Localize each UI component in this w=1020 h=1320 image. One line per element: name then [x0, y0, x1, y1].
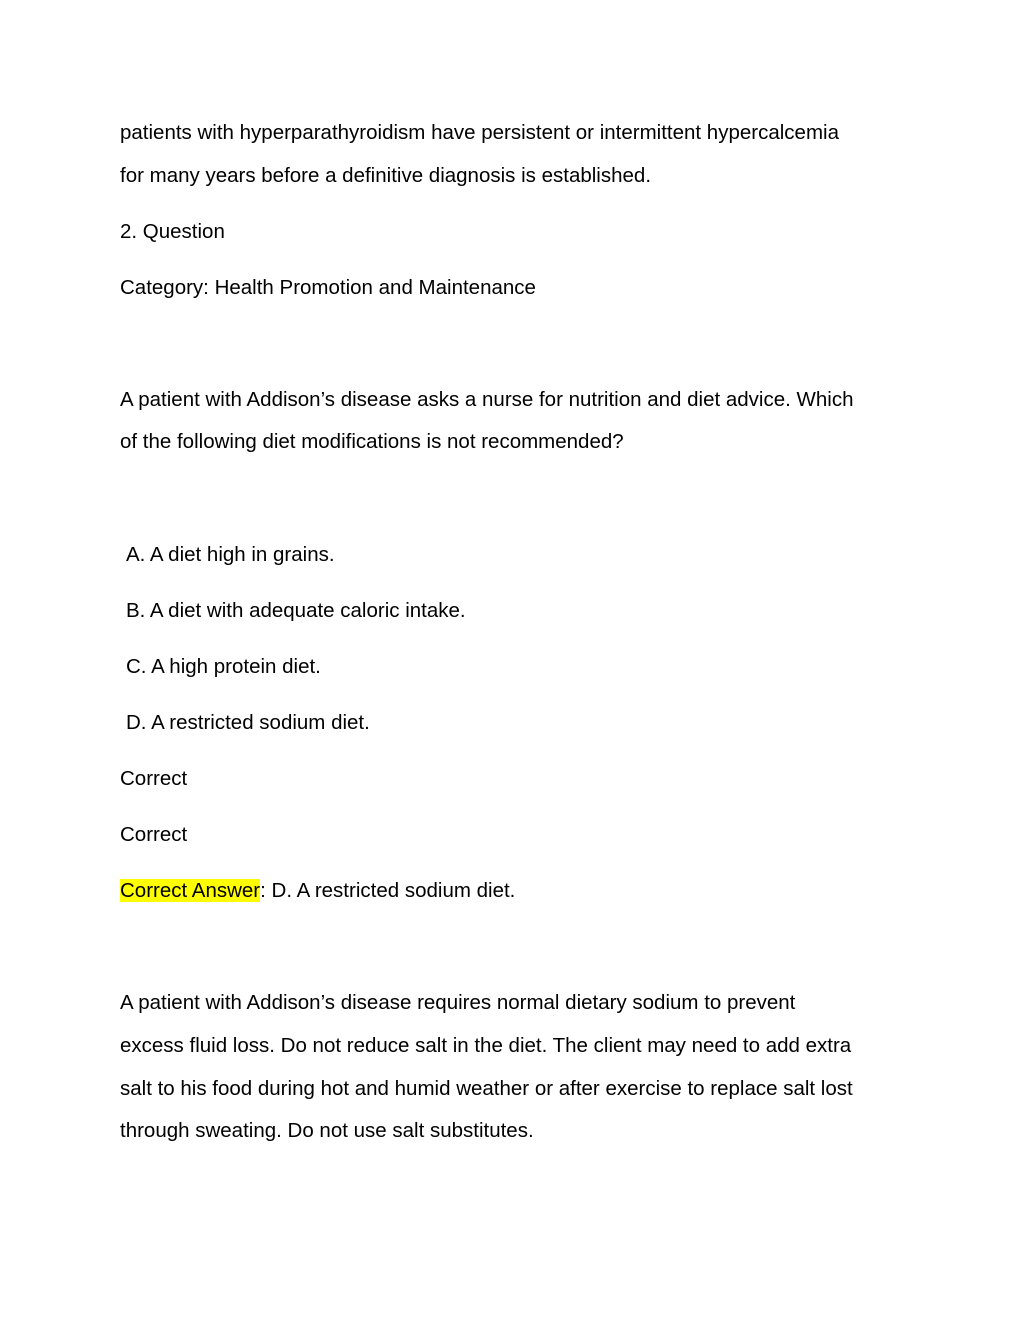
explanation-line-2: excess fluid loss. Do not reduce salt in the diet. The client may need to add extra [120, 1034, 852, 1057]
status-correct-2: Correct [120, 823, 188, 846]
question-heading: 2. Question [120, 220, 225, 243]
correct-answer-label: Correct Answer [120, 879, 261, 902]
option-b: B. A diet with adequate caloric intake. [126, 599, 466, 622]
explanation-line-4: through sweating. Do not use salt substitutes. [120, 1119, 534, 1142]
intro-line-2: for many years before a definitive diagnosis is established. [120, 164, 652, 187]
option-d: D. A restricted sodium diet. [126, 711, 370, 734]
explanation-line-1: A patient with Addison’s disease requires normal dietary sodium to prevent [120, 991, 796, 1014]
explanation-line-3: salt to his food during hot and humid weather or after exercise to replace salt lost [120, 1077, 853, 1100]
status-correct-1: Correct [120, 767, 188, 790]
question-line-1: A patient with Addison’s disease asks a nurse for nutrition and diet advice. Which [120, 388, 854, 411]
correct-answer-line [120, 879, 515, 904]
intro-line-1: patients with hyperparathyroidism have persistent or intermittent hypercalcemia [120, 121, 839, 144]
option-c: C. A high protein diet. [126, 655, 321, 678]
question-line-2: of the following diet modifications is not recommended? [120, 430, 624, 453]
option-a: A. A diet high in grains. [126, 543, 335, 566]
correct-answer-text: : D. A restricted sodium diet. [260, 879, 516, 902]
question-category: Category: Health Promotion and Maintenance [120, 276, 536, 299]
